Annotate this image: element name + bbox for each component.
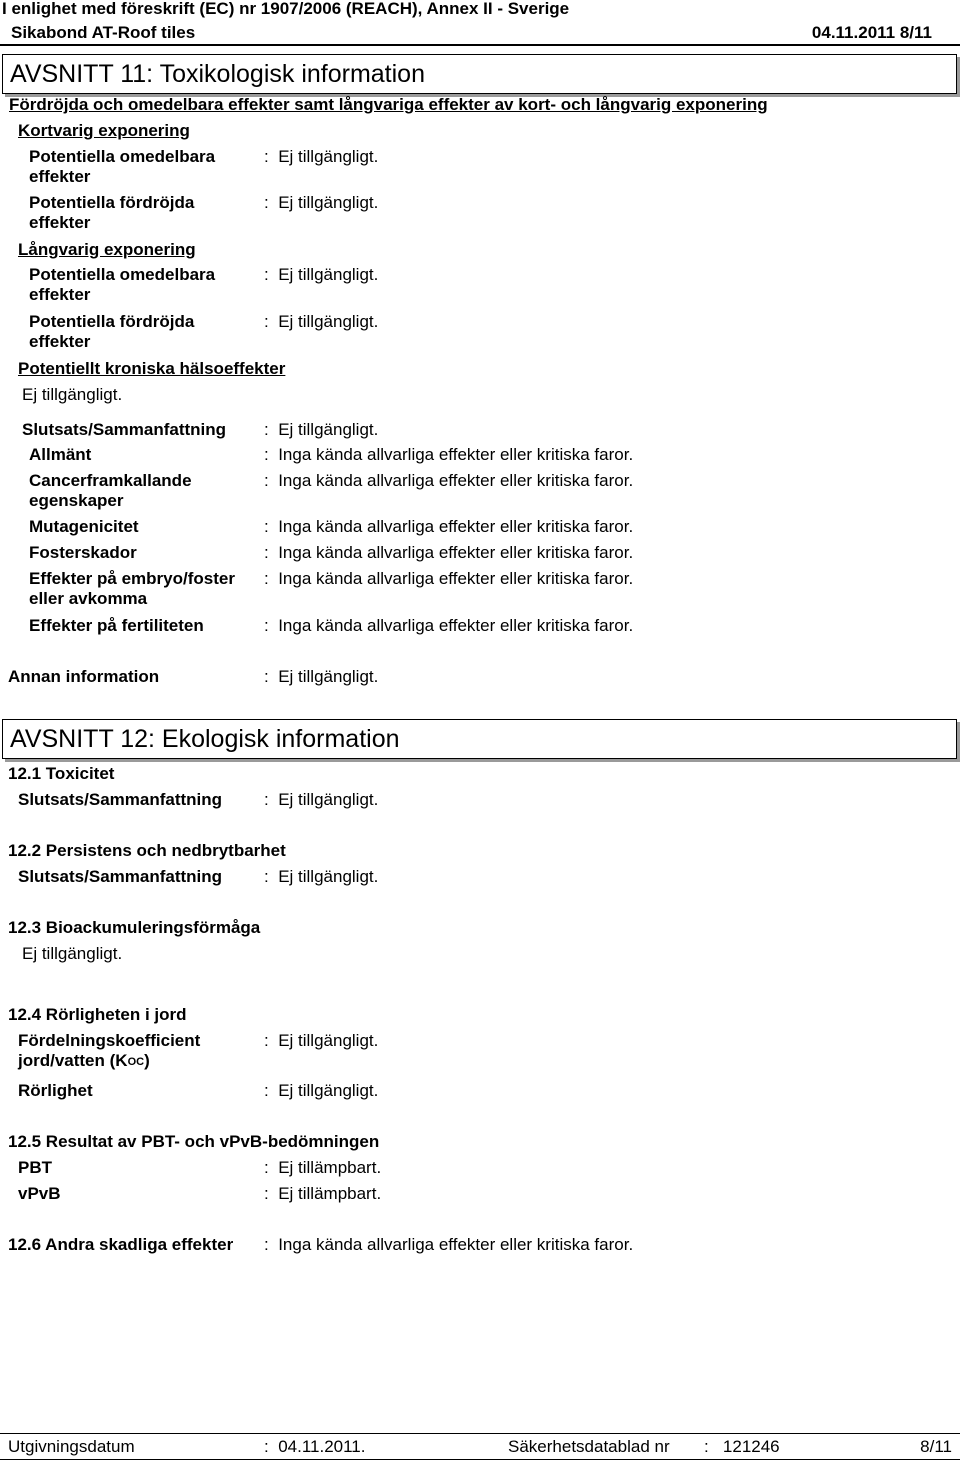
label-persistence-summary: Slutsats/Sammanfattning xyxy=(18,867,223,886)
value-chronic-summary: : Ej tillgängligt. xyxy=(264,420,379,439)
section-12-title: AVSNITT 12: Ekologisk information xyxy=(10,725,400,753)
section-11-box xyxy=(2,54,957,94)
short-term-heading: Kortvarig exponering xyxy=(18,121,190,140)
label-other-info: Annan information xyxy=(8,667,160,686)
header-rule xyxy=(0,44,960,46)
label-long-immediate: Potentiella omedelbara effekter xyxy=(29,265,216,304)
value-toxicity-summary: : Ej tillgängligt. xyxy=(264,790,379,809)
date-page: 04.11.2011 8/11 xyxy=(811,23,932,42)
section-12-box xyxy=(2,719,957,759)
value-mutagenicity: : Inga kända allvarliga effekter eller kritiska faror. xyxy=(264,517,634,536)
value-fertility: : Inga kända allvarliga effekter eller kritiska faror. xyxy=(264,616,634,635)
label-carcinogenic: Cancerframkallande egenskaper xyxy=(29,471,192,510)
bioaccumulation-heading: 12.3 Bioackumuleringsförmåga xyxy=(8,918,261,937)
bioaccumulation-value: Ej tillgängligt. xyxy=(22,944,123,963)
value-fetal-damage: : Inga kända allvarliga effekter eller kritiska faror. xyxy=(264,543,634,562)
chronic-value: Ej tillgängligt. xyxy=(22,385,123,404)
label-mobility: Rörlighet xyxy=(18,1081,93,1100)
label-vpvb: vPvB xyxy=(18,1184,61,1203)
footer-rule-bottom xyxy=(0,1459,960,1460)
label-embryo: Effekter på embryo/foster eller avkomma xyxy=(29,569,235,608)
value-carcinogenic: : Inga kända allvarliga effekter eller kritiska faror. xyxy=(264,471,634,490)
section-11-title: AVSNITT 11: Toxikologisk information xyxy=(10,60,425,88)
label-general: Allmänt xyxy=(29,445,92,464)
value-vpvb: : Ej tillämpbart. xyxy=(264,1184,382,1203)
footer-sds-label: Säkerhetsdatablad nr xyxy=(508,1437,670,1456)
long-term-heading: Långvarig exponering xyxy=(18,240,196,259)
value-general: : Inga kända allvarliga effekter eller kritiska faror. xyxy=(264,445,634,464)
label-short-immediate: Potentiella omedelbara effekter xyxy=(29,147,216,186)
value-pbt: : Ej tillämpbart. xyxy=(264,1158,382,1177)
product-name: Sikabond AT-Roof tiles xyxy=(11,23,196,42)
label-fertility: Effekter på fertiliteten xyxy=(29,616,204,635)
label-fetal-damage: Fosterskador xyxy=(29,543,137,562)
toxicity-heading: 12.1 Toxicitet xyxy=(8,764,115,783)
value-embryo: : Inga kända allvarliga effekter eller kritiska faror. xyxy=(264,569,634,588)
footer-page: 8/11 xyxy=(920,1437,952,1456)
value-long-immediate: : Ej tillgängligt. xyxy=(264,265,379,284)
value-koc: : Ej tillgängligt. xyxy=(264,1031,379,1050)
label-koc: Fördelningskoefficient jord/vatten $(K_{OC})$ xyxy=(18,1031,201,1070)
label-mutagenicity: Mutagenicitet xyxy=(29,517,139,536)
footer-issue-label: Utgivningsdatum xyxy=(8,1437,135,1456)
regulation-heading: I enlighet med föreskrift (EC) nr 1907/2006 (REACH), Annex II - Sverige xyxy=(2,0,570,18)
label-toxicity-summary: Slutsats/Sammanfattning xyxy=(18,790,223,809)
value-short-delayed: : Ej tillgängligt. xyxy=(264,193,379,212)
label-pbt: PBT xyxy=(18,1158,52,1177)
label-chronic-summary: Slutsats/Sammanfattning xyxy=(22,420,227,439)
s11-subtitle: Fördröjda och omedelbara effekter samt långvariga effekter av kort- och långvarig exponering xyxy=(9,95,768,114)
pbt-heading: 12.5 Resultat av PBT- och vPvB-bedömningen xyxy=(8,1132,380,1151)
value-other-info: : Ej tillgängligt. xyxy=(264,667,379,686)
value-long-delayed: : Ej tillgängligt. xyxy=(264,312,379,331)
footer-rule-top xyxy=(0,1433,960,1434)
soil-mobility-heading: 12.4 Rörligheten i jord xyxy=(8,1005,187,1024)
value-short-immediate: : Ej tillgängligt. xyxy=(264,147,379,166)
label-long-delayed: Potentiella fördröjda effekter xyxy=(29,312,195,351)
chronic-heading: Potentiellt kroniska hälsoeffekter xyxy=(18,359,286,378)
value-mobility: : Ej tillgängligt. xyxy=(264,1081,379,1100)
value-other-effects: : Inga kända allvarliga effekter eller kritiska faror. xyxy=(264,1235,634,1254)
other-effects-heading: 12.6 Andra skadliga effekter xyxy=(8,1235,234,1254)
footer-issue-date: : 04.11.2011. xyxy=(264,1437,366,1456)
label-short-delayed: Potentiella fördröjda effekter xyxy=(29,193,195,232)
footer-sds-number: : 121246 xyxy=(704,1437,780,1456)
persistence-heading: 12.2 Persistens och nedbrytbarhet xyxy=(8,841,286,860)
value-persistence-summary: : Ej tillgängligt. xyxy=(264,867,379,886)
